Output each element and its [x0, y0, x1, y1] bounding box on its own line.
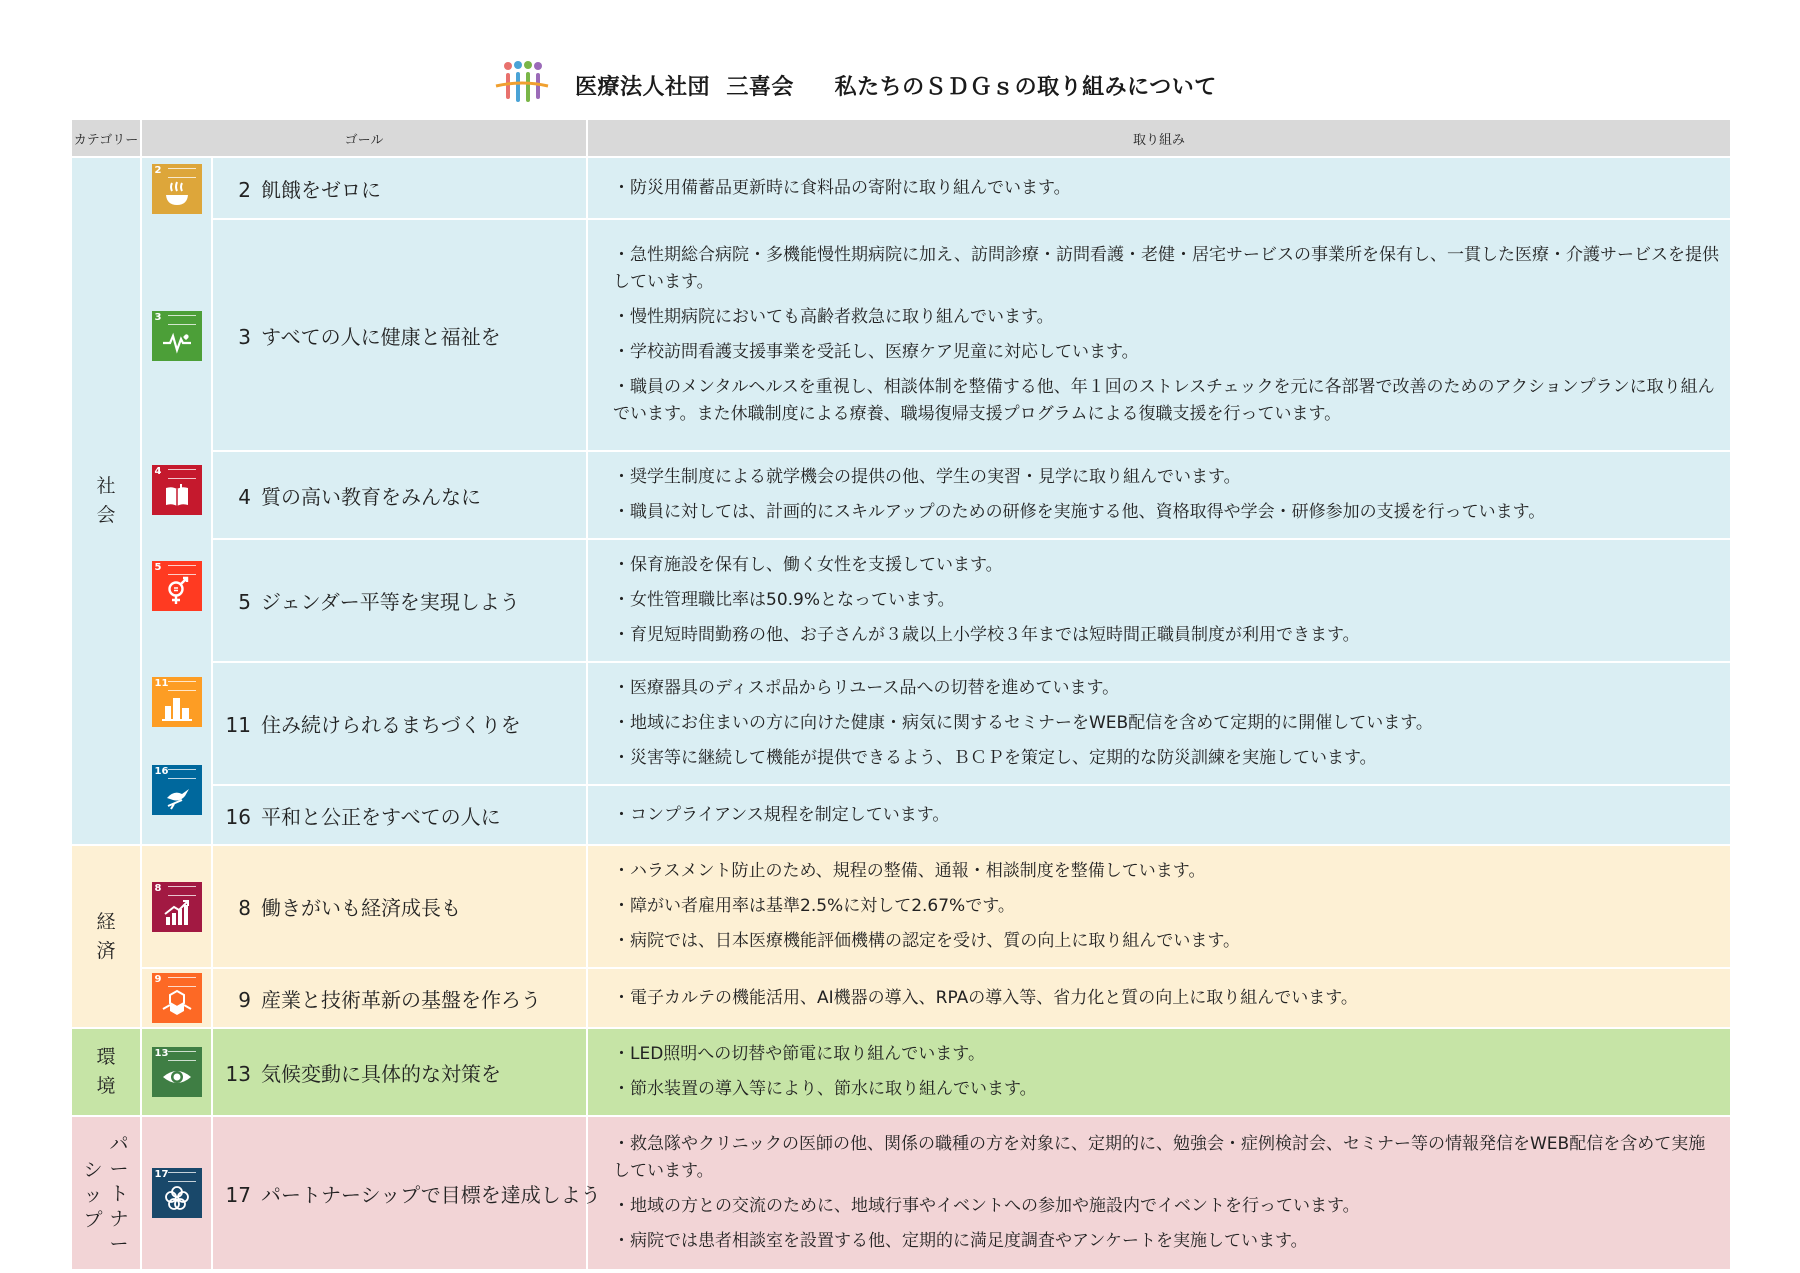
icon-number: 5	[154, 562, 162, 573]
icon-column-society	[141, 157, 212, 845]
table-row	[71, 662, 1731, 785]
goal-number: 2	[238, 177, 251, 202]
icon-number: 17	[154, 1169, 169, 1180]
actions-goal-5	[587, 539, 1731, 662]
actions-goal-17	[587, 1116, 1731, 1270]
goal-4	[212, 451, 587, 539]
goal-label: 平和と公正をすべての人に	[261, 804, 501, 829]
goal-9	[212, 968, 587, 1028]
sdg-8-growth-chart-icon	[152, 882, 202, 932]
org-name: 三喜会	[726, 75, 794, 100]
goal-label: 産業と技術革新の基盤を作ろう	[261, 987, 541, 1012]
actions-goal-4	[587, 451, 1731, 539]
sdg-17-rings-icon	[152, 1168, 202, 1218]
goal-3	[212, 219, 587, 451]
goal-number: 3	[238, 324, 251, 349]
category-char: 済	[96, 939, 116, 962]
icon-number: 4	[154, 466, 162, 477]
icon-cell-13	[141, 1028, 212, 1116]
action-item: ・コンプライアンス規程を制定しています。	[613, 804, 950, 825]
table-row	[71, 1028, 1731, 1116]
goal-5	[212, 539, 587, 662]
goal-16	[212, 785, 587, 845]
header-actions: 取り組み	[587, 119, 1731, 157]
table-header-row	[71, 119, 1731, 157]
table-row	[71, 845, 1731, 968]
header-category: カテゴリー	[71, 119, 141, 157]
icon-cell-17	[141, 1116, 212, 1270]
action-item: ・ハラスメント防止のため、規程の整備、通報・相談制度を整備しています。	[613, 861, 1206, 881]
sdg-4-book-icon	[152, 465, 202, 515]
icon-number: 2	[154, 165, 162, 176]
action-item: ・医療器具のディスポ品からリユース品への切替を進めています。	[613, 678, 1120, 698]
actions-goal-9	[587, 968, 1731, 1028]
action-item: ・女性管理職比率は50.9%となっています。	[613, 590, 955, 610]
category-environment	[71, 1028, 141, 1116]
goal-8	[212, 845, 587, 968]
action-item: ・電子カルテの機能活用、AI機器の導入、RPAの導入等、省力化と質の向上に取り組んでいます。	[613, 987, 1358, 1008]
category-char: プ	[83, 1209, 103, 1231]
action-item: ・病院では患者相談室を設置する他、定期的に満足度調査やアンケートを実施しています。	[613, 1231, 1308, 1251]
table-row	[71, 157, 1731, 219]
icon-number: 9	[154, 974, 162, 985]
icon-number: 11	[154, 678, 169, 689]
organization-logo	[494, 60, 550, 110]
goal-number: 4	[238, 484, 251, 509]
actions-goal-8	[587, 845, 1731, 968]
goal-number: 13	[225, 1061, 251, 1086]
sdg-3-heartbeat-icon	[152, 311, 202, 361]
category-char: 社	[96, 475, 116, 497]
goal-number: 17	[225, 1182, 251, 1207]
actions-goal-13	[587, 1028, 1731, 1116]
action-item: ・育児短時間勤務の他、お子さんが３歳以上小学校３年までは短時間正職員制度が利用できます。	[613, 625, 1360, 645]
action-item: ・節水装置の導入等により、節水に取り組んでいます。	[613, 1079, 1037, 1099]
table-row	[71, 451, 1731, 539]
table-row	[71, 785, 1731, 845]
sdg-2-bowl-icon	[152, 164, 202, 214]
action-item: ・LED照明への切替や節電に取り組んでいます。	[613, 1044, 985, 1064]
action-item: ・防災用備蓄品更新時に食料品の寄附に取り組んでいます。	[613, 177, 1071, 198]
action-item: ・地域にお住まいの方に向けた健康・病気に関するセミナーをWEB配信を含めて定期的に開催しています。	[613, 713, 1433, 733]
actions-goal-2	[587, 157, 1731, 219]
org-type: 医療法人社団	[575, 75, 711, 100]
sdg-16-dove-icon	[152, 765, 202, 815]
goal-number: 8	[238, 896, 251, 920]
goal-label: すべての人に健康と福祉を	[261, 324, 501, 349]
header-goal: ゴール	[141, 119, 587, 157]
category-char: 境	[96, 1075, 116, 1097]
actions-goal-16	[587, 785, 1731, 845]
category-char: 会	[96, 504, 116, 526]
sdg-11-city-icon	[152, 677, 202, 727]
table-row	[71, 968, 1731, 1028]
action-item: ・職員のメンタルヘルスを重視し、相談体制を整備する他、年１回のストレスチェックを元に各部署で改善のためのアクションプランに取り組んでいます。また休職制度による療養、職場復帰支援プログラムによる復職支援を行っています。	[613, 377, 1715, 424]
category-economy	[71, 845, 141, 1028]
sdgs-table	[70, 118, 1732, 1271]
category-society	[71, 157, 141, 845]
goal-13	[212, 1028, 587, 1116]
category-char: ッ	[83, 1184, 103, 1206]
category-char: ー	[109, 1158, 129, 1180]
action-item: ・地域の方との交流のために、地域行事やイベントへの参加や施設内でイベントを行っています。	[613, 1196, 1360, 1216]
category-char: 環	[96, 1046, 116, 1068]
title-subtitle: 私たちのＳＤＧｓの取り組みについて	[834, 75, 1217, 100]
action-item: ・救急隊やクリニックの医師の他、関係の職種の方を対象に、定期的に、勉強会・症例検討会、セミナー等の情報発信をWEB配信を含めて実施しています。	[613, 1134, 1706, 1181]
goal-2	[212, 157, 587, 219]
icon-number: 16	[154, 766, 169, 777]
icon-cell-8	[141, 845, 212, 968]
category-char: シ	[83, 1159, 103, 1181]
goal-label: パートナーシップで目標を達成しよう	[261, 1182, 601, 1207]
action-item: ・学校訪問看護支援事業を受託し、医療ケア児童に対応しています。	[613, 342, 1139, 362]
action-item: ・障がい者雇用率は基準2.5%に対して2.67%です。	[613, 896, 1015, 916]
sdg-9-cubes-icon	[152, 973, 202, 1023]
category-char: ト	[109, 1183, 129, 1205]
goal-17	[212, 1116, 601, 1270]
action-item: ・職員に対しては、計画的にスキルアップのための研修を実施する他、資格取得や学会・研修参加の支援を行っています。	[613, 502, 1546, 522]
icon-number: 13	[154, 1048, 169, 1059]
category-char: ナ	[109, 1208, 129, 1230]
action-item: ・慢性期病院においても高齢者救急に取り組んでいます。	[613, 307, 1054, 327]
goal-label: 質の高い教育をみんなに	[261, 484, 481, 509]
table-row	[71, 539, 1731, 662]
category-char: ー	[109, 1233, 129, 1255]
actions-goal-11	[587, 662, 1731, 785]
goal-number: 11	[225, 713, 251, 737]
table-row	[71, 1116, 1731, 1270]
document-header	[0, 58, 1800, 114]
action-item: ・保育施設を保有し、働く女性を支援しています。	[613, 555, 1003, 575]
sdg-13-eye-globe-icon	[152, 1047, 202, 1097]
goal-label: 気候変動に具体的な対策を	[261, 1061, 501, 1086]
action-item: ・病院では、日本医療機能評価機構の認定を受け、質の向上に取り組んでいます。	[613, 931, 1240, 951]
action-item: ・奨学生制度による就学機会の提供の他、学生の実習・見学に取り組んでいます。	[613, 467, 1241, 487]
action-item: ・急性期総合病院・多機能慢性期病院に加え、訪問診療・訪問看護・老健・居宅サービスの事業所を保有し、一貫した医療・介護サービスを提供しています。	[613, 245, 1720, 292]
category-partnership-col-right	[108, 1132, 130, 1257]
goal-number: 5	[238, 590, 251, 614]
icon-number: 8	[154, 882, 162, 894]
icon-cell-9	[141, 968, 212, 1028]
goal-label: 飢餓をゼロに	[261, 177, 381, 202]
sdg-5-gender-icon	[152, 561, 202, 611]
category-partnership	[71, 1116, 141, 1270]
action-item: ・災害等に継続して機能が提供できるよう、ＢＣＰを策定し、定期的な防災訓練を実施しています。	[613, 748, 1377, 768]
goal-label: ジェンダー平等を実現しよう	[261, 590, 520, 614]
goal-label: 働きがいも経済成長も	[261, 896, 461, 920]
category-char: パ	[109, 1133, 129, 1155]
document-title	[575, 70, 1217, 101]
icon-number: 3	[154, 312, 162, 323]
category-char: 経	[96, 910, 116, 933]
goal-11	[212, 662, 587, 785]
goal-number: 9	[238, 987, 251, 1012]
actions-goal-3	[587, 219, 1731, 451]
table-row	[71, 219, 1731, 451]
category-partnership-col-left	[82, 1158, 104, 1233]
goal-number: 16	[225, 804, 251, 829]
goal-label: 住み続けられるまちづくりを	[261, 713, 521, 737]
